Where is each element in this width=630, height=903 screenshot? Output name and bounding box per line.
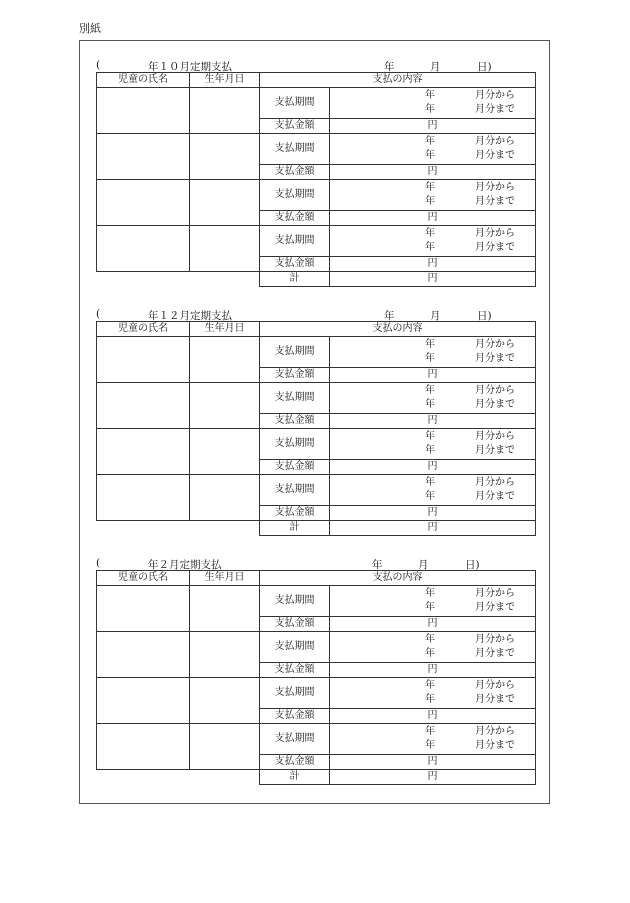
period-to-year: 年 (425, 150, 435, 161)
date-year: 年 (372, 559, 383, 571)
period-value-cell[interactable] (330, 134, 536, 165)
period-row (97, 180, 536, 211)
period-from-month: 月分から (475, 680, 515, 691)
birth-date-cell[interactable] (190, 586, 260, 632)
period-label: 支払期間 (260, 383, 330, 414)
period-to-year: 年 (425, 694, 435, 705)
period-to-month: 月分まで (475, 740, 515, 751)
period-value-cell[interactable] (330, 180, 536, 211)
period-label: 支払期間 (260, 429, 330, 460)
period-from-month: 月分から (475, 339, 515, 350)
period-from-year: 年 (425, 726, 435, 737)
table-header-row (97, 322, 536, 337)
paren-open: ( (96, 308, 101, 320)
header-payment-content: 支払の内容 (260, 73, 536, 88)
period-to-year: 年 (425, 353, 435, 364)
child-name-cell[interactable] (97, 226, 190, 272)
period-to-year: 年 (425, 399, 435, 410)
date-month: 月 (418, 559, 429, 571)
period-from-year: 年 (425, 680, 435, 691)
period-from-month: 月分から (475, 588, 515, 599)
child-name-cell[interactable] (97, 88, 190, 134)
birth-date-cell[interactable] (190, 475, 260, 521)
period-value-cell[interactable] (330, 429, 536, 460)
period-to-year: 年 (425, 196, 435, 207)
period-to-month: 月分まで (475, 602, 515, 613)
period-from-year: 年 (425, 90, 435, 101)
period-to-month: 月分まで (475, 150, 515, 161)
child-name-cell[interactable] (97, 337, 190, 383)
period-to-year: 年 (425, 602, 435, 613)
header-child-name: 児童の氏名 (97, 322, 190, 337)
period-to-month: 月分まで (475, 104, 515, 115)
child-name-cell[interactable] (97, 429, 190, 475)
amount-label: 支払金額 (260, 414, 330, 429)
amount-value-cell[interactable]: 円 (330, 460, 536, 475)
section-title: 年２月定期支払 (148, 559, 222, 571)
amount-label: 支払金額 (260, 506, 330, 521)
amount-value-cell[interactable]: 円 (330, 663, 536, 678)
paren-open: ( (96, 557, 101, 569)
total-row (97, 272, 536, 287)
period-row (97, 337, 536, 368)
period-from-month: 月分から (475, 726, 515, 737)
period-from-year: 年 (425, 588, 435, 599)
amount-value-cell[interactable]: 円 (330, 257, 536, 272)
period-to-month: 月分まで (475, 242, 515, 253)
period-to-year: 年 (425, 242, 435, 253)
date-month: 月 (430, 61, 441, 73)
period-label: 支払期間 (260, 678, 330, 709)
period-to-month: 月分まで (475, 648, 515, 659)
period-row (97, 586, 536, 617)
period-from-year: 年 (425, 634, 435, 645)
birth-date-cell[interactable] (190, 632, 260, 678)
date-year: 年 (384, 61, 395, 73)
header-birth-date: 生年月日 (190, 322, 260, 337)
total-value-cell[interactable]: 円 (330, 770, 536, 785)
period-from-year: 年 (425, 136, 435, 147)
amount-value-cell[interactable]: 円 (330, 119, 536, 134)
header-payment-content: 支払の内容 (260, 322, 536, 337)
amount-label: 支払金額 (260, 211, 330, 226)
birth-date-cell[interactable] (190, 180, 260, 226)
period-value-cell[interactable] (330, 678, 536, 709)
birth-date-cell[interactable] (190, 429, 260, 475)
header-child-name: 児童の氏名 (97, 73, 190, 88)
period-label: 支払期間 (260, 337, 330, 368)
period-to-month: 月分まで (475, 491, 515, 502)
header-birth-date: 生年月日 (190, 73, 260, 88)
amount-value-cell[interactable]: 円 (330, 368, 536, 383)
period-row (97, 383, 536, 414)
amount-value-cell[interactable]: 円 (330, 506, 536, 521)
period-row (97, 429, 536, 460)
payment-table (96, 321, 536, 536)
period-to-month: 月分まで (475, 196, 515, 207)
period-to-year: 年 (425, 740, 435, 751)
total-row (97, 521, 536, 536)
period-row (97, 88, 536, 119)
period-row (97, 678, 536, 709)
amount-label: 支払金額 (260, 460, 330, 475)
amount-label: 支払金額 (260, 165, 330, 180)
amount-label: 支払金額 (260, 663, 330, 678)
birth-date-cell[interactable] (190, 226, 260, 272)
payment-section (96, 58, 535, 287)
period-label: 支払期間 (260, 586, 330, 617)
period-from-month: 月分から (475, 136, 515, 147)
birth-date-cell[interactable] (190, 337, 260, 383)
child-name-cell[interactable] (97, 724, 190, 770)
period-value-cell[interactable] (330, 88, 536, 119)
section-header (96, 58, 535, 72)
total-label: 計 (260, 770, 330, 785)
birth-date-cell[interactable] (190, 88, 260, 134)
date-year: 年 (384, 310, 395, 322)
amount-value-cell[interactable]: 円 (330, 211, 536, 226)
period-value-cell[interactable] (330, 724, 536, 755)
period-to-month: 月分まで (475, 445, 515, 456)
period-label: 支払期間 (260, 226, 330, 257)
child-name-cell[interactable] (97, 632, 190, 678)
period-from-year: 年 (425, 339, 435, 350)
date-day: 日) (465, 559, 480, 571)
amount-value-cell[interactable]: 円 (330, 165, 536, 180)
payment-table (96, 72, 536, 287)
period-label: 支払期間 (260, 724, 330, 755)
period-row (97, 724, 536, 755)
period-label: 支払期間 (260, 632, 330, 663)
section-header (96, 307, 535, 321)
header-child-name: 児童の氏名 (97, 571, 190, 586)
period-to-year: 年 (425, 491, 435, 502)
date-day: 日) (477, 310, 492, 322)
total-value-cell[interactable]: 円 (330, 521, 536, 536)
child-name-cell[interactable] (97, 678, 190, 724)
period-value-cell[interactable] (330, 586, 536, 617)
amount-value-cell[interactable]: 円 (330, 414, 536, 429)
period-from-month: 月分から (475, 228, 515, 239)
period-from-year: 年 (425, 228, 435, 239)
period-from-year: 年 (425, 385, 435, 396)
period-from-month: 月分から (475, 431, 515, 442)
total-value-cell[interactable]: 円 (330, 272, 536, 287)
table-header-row (97, 73, 536, 88)
period-from-year: 年 (425, 477, 435, 488)
period-to-year: 年 (425, 104, 435, 115)
period-row (97, 475, 536, 506)
period-value-cell[interactable] (330, 337, 536, 368)
payment-section (96, 556, 535, 785)
child-name-cell[interactable] (97, 134, 190, 180)
amount-label: 支払金額 (260, 368, 330, 383)
period-label: 支払期間 (260, 134, 330, 165)
section-title: 年１２月定期支払 (148, 310, 232, 322)
payment-table (96, 570, 536, 785)
header-payment-content: 支払の内容 (260, 571, 536, 586)
period-label: 支払期間 (260, 180, 330, 211)
period-from-month: 月分から (475, 634, 515, 645)
birth-date-cell[interactable] (190, 134, 260, 180)
period-value-cell[interactable] (330, 632, 536, 663)
period-from-year: 年 (425, 431, 435, 442)
amount-value-cell[interactable]: 円 (330, 709, 536, 724)
child-name-cell[interactable] (97, 383, 190, 429)
paren-open: ( (96, 59, 101, 71)
date-month: 月 (430, 310, 441, 322)
period-value-cell[interactable] (330, 226, 536, 257)
amount-label: 支払金額 (260, 119, 330, 134)
amount-label: 支払金額 (260, 755, 330, 770)
total-label: 計 (260, 272, 330, 287)
period-value-cell[interactable] (330, 383, 536, 414)
amount-label: 支払金額 (260, 617, 330, 632)
period-from-year: 年 (425, 182, 435, 193)
section-header (96, 556, 535, 570)
period-from-month: 月分から (475, 90, 515, 101)
birth-date-cell[interactable] (190, 678, 260, 724)
total-label: 計 (260, 521, 330, 536)
payment-section (96, 307, 535, 536)
period-row (97, 134, 536, 165)
amount-value-cell[interactable]: 円 (330, 617, 536, 632)
date-day: 日) (477, 61, 492, 73)
amount-label: 支払金額 (260, 257, 330, 272)
period-to-month: 月分まで (475, 353, 515, 364)
period-to-year: 年 (425, 445, 435, 456)
period-value-cell[interactable] (330, 475, 536, 506)
section-title: 年１０月定期支払 (148, 61, 232, 73)
period-from-month: 月分から (475, 477, 515, 488)
total-row (97, 770, 536, 785)
page-label: 別紙 (79, 22, 101, 35)
child-name-cell[interactable] (97, 180, 190, 226)
period-label: 支払期間 (260, 88, 330, 119)
period-from-month: 月分から (475, 385, 515, 396)
header-birth-date: 生年月日 (190, 571, 260, 586)
child-name-cell[interactable] (97, 586, 190, 632)
period-to-month: 月分まで (475, 399, 515, 410)
period-to-month: 月分まで (475, 694, 515, 705)
child-name-cell[interactable] (97, 475, 190, 521)
period-label: 支払期間 (260, 475, 330, 506)
period-from-month: 月分から (475, 182, 515, 193)
table-header-row (97, 571, 536, 586)
period-row (97, 226, 536, 257)
birth-date-cell[interactable] (190, 724, 260, 770)
amount-value-cell[interactable]: 円 (330, 755, 536, 770)
period-to-year: 年 (425, 648, 435, 659)
amount-label: 支払金額 (260, 709, 330, 724)
birth-date-cell[interactable] (190, 383, 260, 429)
period-row (97, 632, 536, 663)
